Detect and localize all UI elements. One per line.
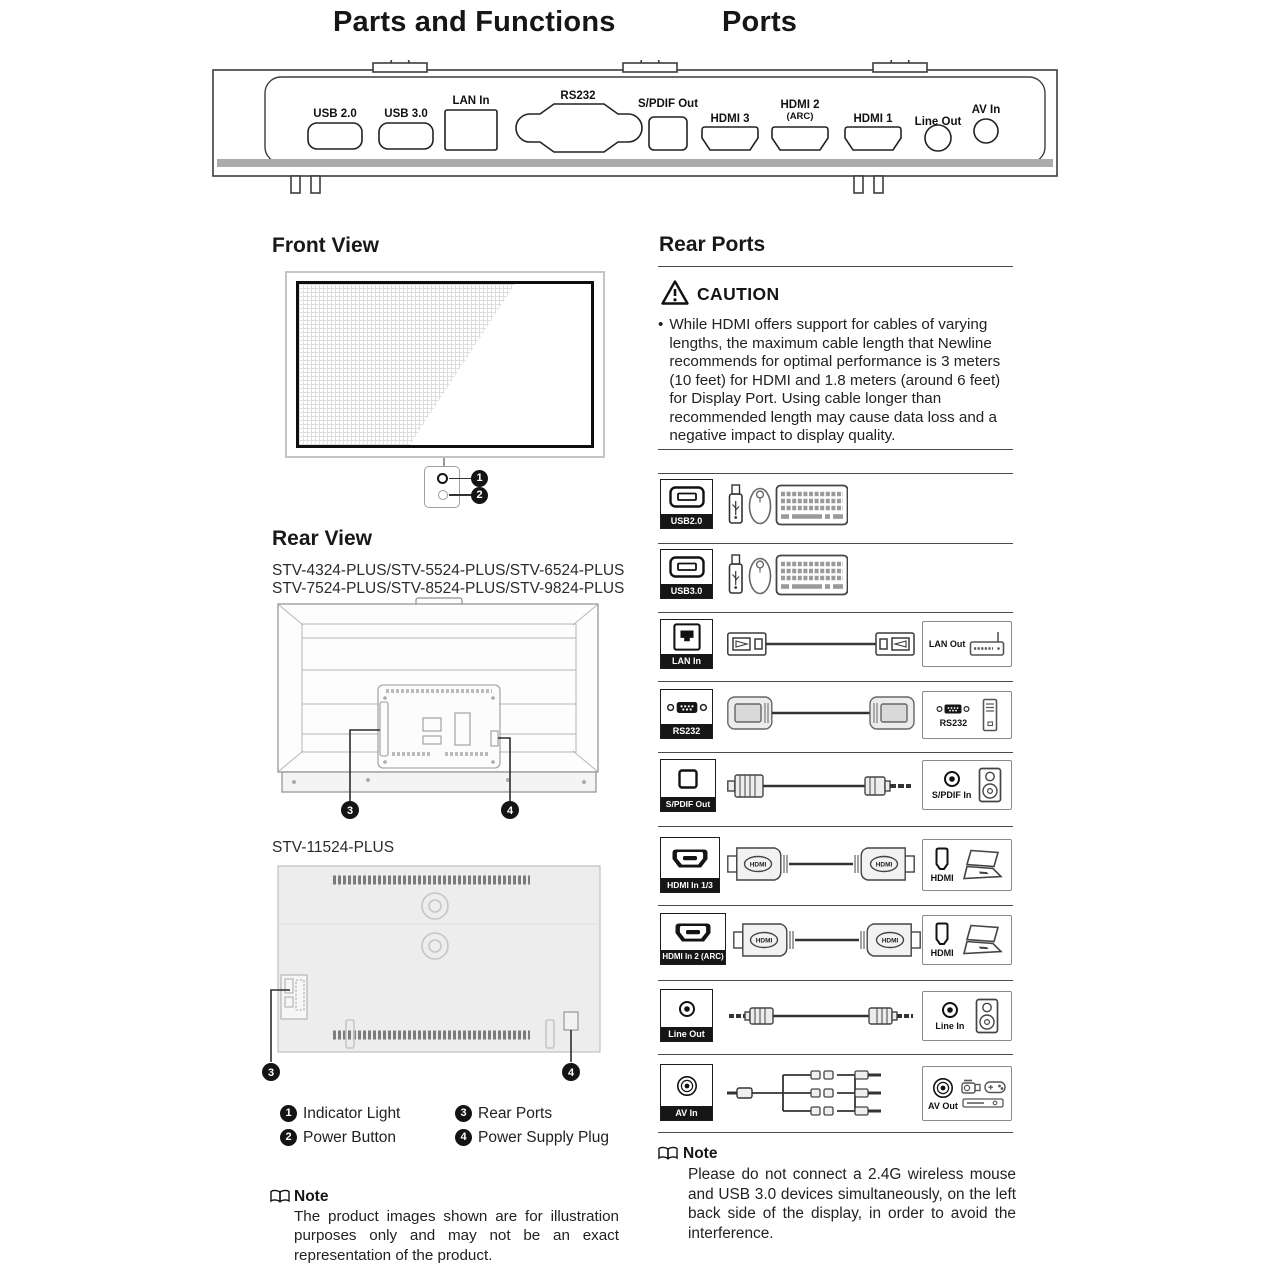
av-devices-top-row — [961, 1079, 1006, 1095]
hdmi2-label: HDMI 2 — [780, 99, 820, 111]
rs232-dest-label: RS232 — [939, 718, 968, 728]
rear-view-model-large: STV-11524-PLUS — [272, 839, 395, 856]
rs232-dest-group — [936, 702, 970, 728]
spdif-in-device-tile — [922, 760, 1012, 810]
lan-in-port-tile — [660, 619, 713, 669]
panel-trim-stripe — [217, 159, 1053, 167]
divider — [658, 449, 1013, 450]
usb2-label: USB 2.0 — [313, 108, 357, 120]
hdmi2arc-tile-label: HDMI In 2 (ARC) — [661, 950, 725, 964]
spdif-port-shape — [649, 117, 687, 150]
usb-drive-icon — [730, 485, 743, 523]
composite-cable-illustration — [727, 1065, 915, 1121]
usb2-port-tile — [660, 479, 713, 529]
divider — [658, 752, 1013, 753]
hdmi-dest-group — [931, 922, 954, 958]
caution-title: CAUTION — [697, 284, 780, 304]
hdmi-plug-label: HDMI — [875, 861, 893, 869]
lan-in-tile-label: LAN In — [661, 654, 712, 668]
bullet: • — [658, 316, 664, 333]
usb-devices-illustration — [728, 482, 848, 528]
note-book-icon-left — [270, 1189, 290, 1204]
spdif-out-tile-label: S/PDIF Out — [661, 797, 715, 811]
lineout-label: Line Out — [914, 116, 962, 128]
speaker-icon — [978, 767, 1002, 803]
keyboard-icon — [777, 486, 848, 525]
spdif-port-icon — [661, 760, 715, 797]
divider — [658, 266, 1013, 267]
hdmi2-arc-label: (ARC) — [786, 111, 814, 122]
hdmi-plug-label: HDMI — [749, 861, 767, 869]
laptop-icon — [959, 849, 1003, 881]
note-right-body: Please do not connect a 2.4G wireless mouse and USB 3.0 devices simultaneously, on the left back side of the display, in order to avoid the interference. — [688, 1166, 1016, 1242]
legend-badge-4: 4 — [455, 1129, 472, 1146]
ethernet-cable-illustration — [727, 630, 915, 658]
line-in-dest-group — [935, 1001, 964, 1031]
rear-view-models-line2: STV-7524-PLUS/STV-8524-PLUS/STV-9824-PLUS — [272, 580, 625, 597]
av-out-device-tile — [922, 1066, 1012, 1121]
hdmi-device-tile — [922, 839, 1012, 891]
avin-label: AV In — [971, 104, 1001, 116]
usb2-port-shape — [308, 123, 362, 149]
callout-line-1 — [449, 478, 472, 480]
callout-line-2 — [449, 494, 472, 496]
power-plug-port-11524 — [564, 1012, 578, 1030]
rear-ports-heading: Rear Ports — [659, 233, 766, 256]
lan-out-label: LAN Out — [928, 639, 966, 649]
usb-drive-icon — [730, 555, 743, 593]
laptop-icon — [959, 924, 1003, 956]
hdmi3-port-shape — [702, 127, 758, 150]
hdmi-dest-label: HDMI — [930, 873, 954, 883]
usb3-port-tile — [660, 549, 713, 599]
hdmi3-label: HDMI 3 — [710, 113, 750, 125]
divider — [658, 905, 1013, 906]
caution-body: While HDMI offers support for cables of varying lengths, the maximum cable length that Newline recommends for optimal performance is 3 meters (10 feet) for HDMI and 1.8 meters (around 6 feet) for Display Port. Using cable longer than recommended length may cause data loss and a negative impact to display quality. — [669, 316, 1001, 444]
rear-view-heading: Rear View — [272, 527, 373, 550]
mouse-icon — [750, 489, 771, 524]
front-view-display — [285, 271, 605, 458]
page-title-parts-and-functions: Parts and Functions — [333, 6, 616, 38]
divider — [658, 1054, 1013, 1055]
divider — [658, 612, 1013, 613]
hdmi-plug-label: HDMI — [755, 937, 773, 945]
speaker-icon — [975, 998, 999, 1034]
svg-text:3: 3 — [267, 1067, 275, 1079]
rs232-port-icon — [661, 690, 712, 724]
hdmi1-label: HDMI 1 — [853, 113, 893, 125]
rs232-label: RS232 — [560, 90, 596, 102]
legend-label-indicator-light: Indicator Light — [303, 1105, 401, 1122]
rs232-tile-label: RS232 — [661, 724, 712, 738]
lineout-tile-label: Line Out — [661, 1027, 712, 1041]
mouse-icon — [750, 559, 771, 594]
front-connector-line — [443, 458, 445, 466]
lineout-port-tile — [660, 989, 713, 1042]
spdif-in-label: S/PDIF In — [931, 790, 972, 800]
svg-text:4: 4 — [567, 1067, 575, 1079]
note-left-title: Note — [294, 1188, 329, 1205]
spdif-dest-group — [932, 770, 972, 800]
callout-badge-2: 2 — [471, 487, 488, 504]
keyboard-icon — [777, 556, 848, 595]
usb3-port-shape — [379, 123, 433, 149]
audio-jack-icon — [661, 990, 712, 1027]
hdmi1-port-shape — [845, 127, 901, 150]
hdmi-port-icon — [661, 914, 725, 950]
front-view-screen — [296, 281, 594, 448]
avin-port-tile — [660, 1064, 713, 1121]
rca-jack-icon — [661, 1065, 712, 1106]
rs232-device-tile — [922, 691, 1012, 739]
hdmi-device-tile — [922, 915, 1012, 965]
screen-glare — [299, 284, 591, 445]
page-title-ports: Ports — [722, 6, 798, 38]
legend-label-rear-ports: Rear Ports — [478, 1105, 553, 1122]
gamepad-icon — [984, 1080, 1006, 1094]
legend-badge-3: 3 — [455, 1105, 472, 1122]
spdif-jack-icon — [943, 770, 961, 788]
computer-tower-icon — [982, 698, 998, 732]
hdmi13-tile-label: HDMI In 1/3 — [661, 878, 719, 892]
legend-badge-1: 1 — [280, 1105, 297, 1122]
av-devices-group — [961, 1079, 1006, 1108]
svg-text:4: 4 — [506, 805, 514, 817]
av-out-label: AV Out — [928, 1100, 958, 1111]
rear-port-strip — [380, 702, 388, 756]
router-icon — [969, 630, 1005, 658]
hdmi2arc-port-tile — [660, 913, 726, 965]
usb3-tile-label: USB3.0 — [661, 584, 712, 598]
rs232-connector-icon — [936, 702, 970, 716]
divider — [658, 681, 1013, 682]
legend-badge-2: 2 — [280, 1129, 297, 1146]
hdmi-cable-illustration — [733, 917, 921, 963]
lan-out-device-tile — [922, 621, 1012, 667]
caution-warning-icon — [660, 279, 690, 306]
legend-label-power-supply-plug: Power Supply Plug — [478, 1129, 609, 1146]
hdmi-vertical-port-icon — [935, 847, 949, 871]
note-right-title: Note — [683, 1145, 718, 1162]
rs232-port-tile — [660, 689, 713, 739]
lineout-port-shape — [925, 125, 951, 151]
hdmi-plug-label: HDMI — [881, 937, 899, 945]
line-in-device-tile — [922, 991, 1012, 1041]
legend-label-power-button: Power Button — [303, 1129, 397, 1146]
front-view-heading: Front View — [272, 234, 379, 257]
usb-port-icon — [661, 480, 712, 514]
divider — [658, 543, 1013, 544]
usb-port-icon — [661, 550, 712, 584]
rear-view-diagram-11524 — [250, 862, 610, 1090]
hdmi-cable-illustration — [727, 841, 915, 887]
lan-port-shape — [445, 110, 497, 150]
hdmi2-port-shape — [772, 127, 828, 150]
callout-badge-1: 1 — [471, 470, 488, 487]
spdif-out-port-tile — [660, 759, 716, 812]
divider — [658, 826, 1013, 827]
dvd-player-icon — [962, 1098, 1004, 1108]
usb-devices-illustration — [728, 552, 848, 598]
avin-tile-label: AV In — [661, 1106, 712, 1120]
rear-view-diagram-standard — [276, 594, 602, 830]
note-left-body: The product images shown are for illustration purposes only and may not be an exact representation of the product. — [294, 1208, 619, 1264]
serial-cable-illustration — [727, 691, 915, 737]
hdmi-dest-group — [931, 847, 954, 883]
aux-cable-illustration — [727, 1000, 915, 1032]
hdmi-port-icon — [661, 838, 719, 878]
caution-body-wrap — [658, 316, 1014, 446]
divider — [658, 980, 1013, 981]
svg-text:3: 3 — [346, 805, 354, 817]
camcorder-icon — [961, 1079, 981, 1095]
lan-port-icon — [661, 620, 712, 654]
hdmi-dest-label: HDMI — [930, 948, 954, 958]
lan-label: LAN In — [452, 95, 490, 107]
optical-cable-illustration — [727, 770, 915, 802]
line-in-jack-icon — [941, 1001, 959, 1019]
usb2-tile-label: USB2.0 — [661, 514, 712, 528]
note-book-icon-right — [658, 1146, 678, 1161]
hdmi-vertical-port-icon — [935, 922, 949, 946]
line-in-label: Line In — [935, 1021, 965, 1031]
spdif-label: S/PDIF Out — [637, 98, 699, 110]
rear-view-models-line1: STV-4324-PLUS/STV-5524-PLUS/STV-6524-PLUS — [272, 562, 625, 579]
divider — [658, 1132, 1013, 1133]
divider — [658, 473, 1013, 474]
usb3-label: USB 3.0 — [384, 108, 428, 120]
power-plug-port — [491, 731, 498, 746]
rca-jack-icon — [932, 1077, 954, 1099]
hdmi13-port-tile — [660, 837, 720, 893]
av-out-dest-group — [928, 1077, 958, 1111]
power-button-icon — [438, 490, 448, 500]
avin-port-shape — [974, 119, 998, 143]
ports-panel-diagram — [205, 60, 1065, 200]
indicator-light-icon — [437, 473, 448, 484]
